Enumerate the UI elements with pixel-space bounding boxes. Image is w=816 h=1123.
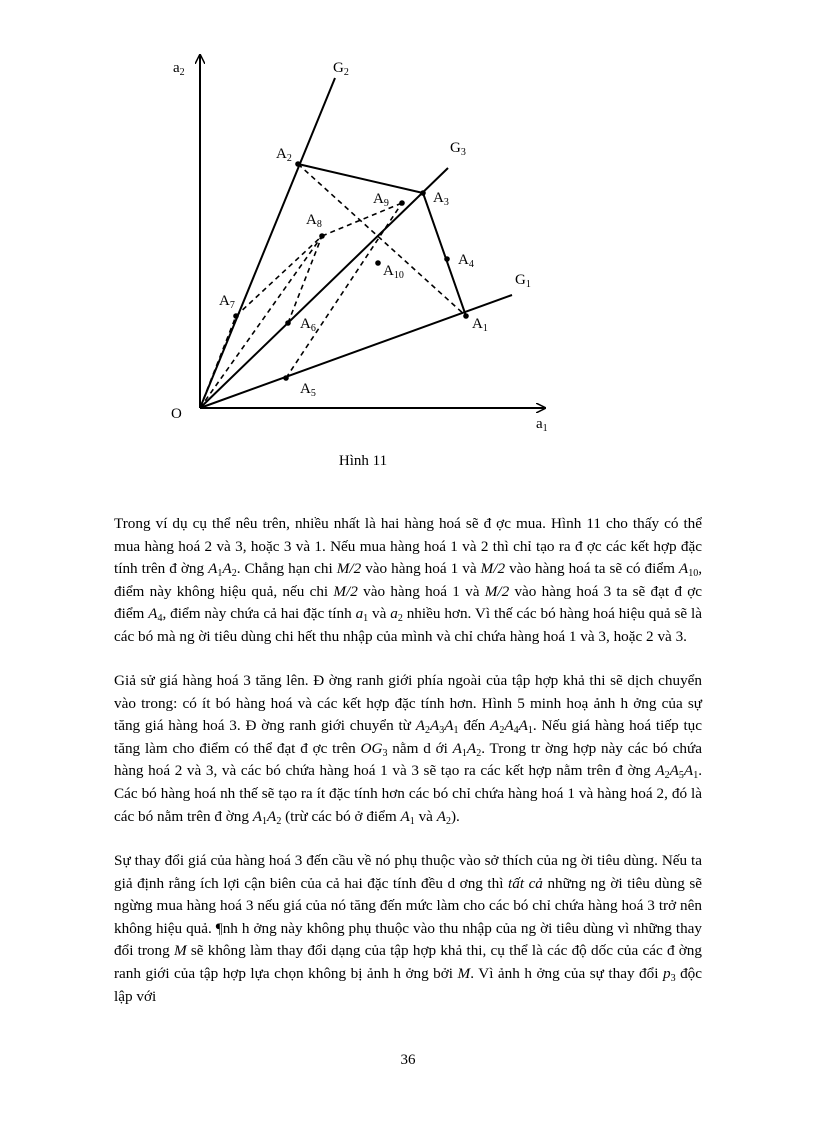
ray-G3 [200,168,448,408]
point-A6 [285,320,291,326]
dashed-A2-A1 [298,164,466,316]
label-A5: $A_5$ [300,381,316,399]
label-A8: $A_8$ [306,212,322,230]
point-A4 [444,256,450,262]
label-A9: $A_9$ [373,191,389,209]
label-A10: $A_{10}$ [383,263,404,281]
label-a1: $a_1$ [536,416,548,434]
label-O: O [171,406,182,422]
dashed-A6-A8 [288,236,322,323]
label-a2: $a_2$ [173,60,185,78]
label-A7: $A_7$ [219,293,235,311]
paragraph-3: Sự thay đổi giá của hàng hoá 3 đến cầu về nó phụ thuộc vào sở thích của ng ời tiêu dùng. Nếu ta giả định rằng ích lợi cận biên của cả hai đặc tính đều d ơng thì tất cả những ng ời tiêu dùng sẽ ngừng mua hàng hoá 3 nếu giá của nó tăng đến mức làm cho các bó chỉ chứa hàng hoá 3 trở nên không hiệu quả. ¶nh h ởng này không phụ thuộc vào thu nhập của ng ời tiêu dùng vì những thay đổi trong M sẽ không làm thay đổi dạng của tập hợp khả thi, cụ thể là các độ dốc của các đ ờng ranh giới của tập hợp lựa chọn không bị ảnh h ởng bởi M. Vì ảnh h ởng của sự thay đổi $p_3$ độc lập với [114,852,702,1005]
label-A4: $A_4$ [458,252,474,270]
label-A3: $A_3$ [433,190,449,208]
label-G2: $G_2$ [333,60,349,78]
label-G1: $G_1$ [515,272,531,290]
figure-11-diagram [0,0,816,440]
point-A9 [399,200,405,206]
label-G3: $G_3$ [450,140,466,158]
label-A2: $A_2$ [276,146,292,164]
page-number: 36 [400,1052,416,1068]
label-A1: $A_1$ [472,316,488,334]
point-A5 [283,375,289,381]
figure-caption: Hình 11 [338,453,388,469]
point-A2 [295,161,301,167]
point-A7 [233,313,239,319]
paragraph-1: Trong ví dụ cụ thể nêu trên, nhiều nhất là hai hàng hoá sẽ đ ợc mua. Hình 11 cho thấy có thể mua hàng hoá 2 và 3, hoặc 3 và 1. Nếu mua hàng hoá 1 và 2 thì chỉ tạo ra đ ợc các kết hợp đặc tính trên đ ờng $A_1A_2$. Chẳng hạn chi M/2 vào hàng hoá 1 và M/2 vào hàng hoá ta sẽ có điểm $A_{10}$, điểm này không hiệu quả, nếu chi M/2 vào hàng hoá 1 và M/2 vào hàng hoá 3 ta sẽ đạt đ ợc điểm $A_4$, điểm này chứa cả hai đặc tính $a_1$ và $a_2$ nhiều hơn. Vì thế các bó hàng hoá hiệu quả sẽ là các bó mà ng ời tiêu dùng chi hết thu nhập của mình và chỉ chứa hàng hoá 1 và 3, hoặc 2 và 3. [114,515,702,645]
label-A6: $A_6$ [300,316,316,334]
point-A8 [319,233,325,239]
point-A3 [420,190,426,196]
dashed-A7-A8 [236,236,322,316]
point-A10 [375,260,381,266]
dashed-A8-A9 [322,203,402,236]
paragraph-2: Giả sử giá hàng hoá 3 tăng lên. Đ ờng ranh giới phía ngoài của tập hợp khả thi sẽ dịch chuyển vào trong: có ít bó hàng hoá và các kết hợp đặc tính hơn. Hình 5 minh hoạ ảnh h ởng của sự tăng giá hàng hoá 3. Đ ờng ranh giới chuyển từ $A_2A_3A_1$ đến $A_2A_4A_1$. Nếu giá hàng hoá tiếp tục tăng làm cho điểm có thể đạt đ ợc trên $OG_3$ nằm d ới $A_1A_2$. Trong tr ờng hợp này các bó chứa hàng hoá 2 và 3, và các bó chứa hàng hoá 1 và 3 sẽ tạo ra các kết hợp nằm trên đ ờng $A_2A_5A_1$. Các bó hàng hoá nh thế sẽ tạo ra ít đặc tính hơn các bó chỉ chứa hàng hoá 1 và hàng hoá 2, đó là các bó nằm trên đ ờng $A_1A_2$ (trừ các bó ở điểm $A_1$ và $A_2$). [114,672,702,827]
point-A1 [463,313,469,319]
ray-G2 [200,78,335,408]
